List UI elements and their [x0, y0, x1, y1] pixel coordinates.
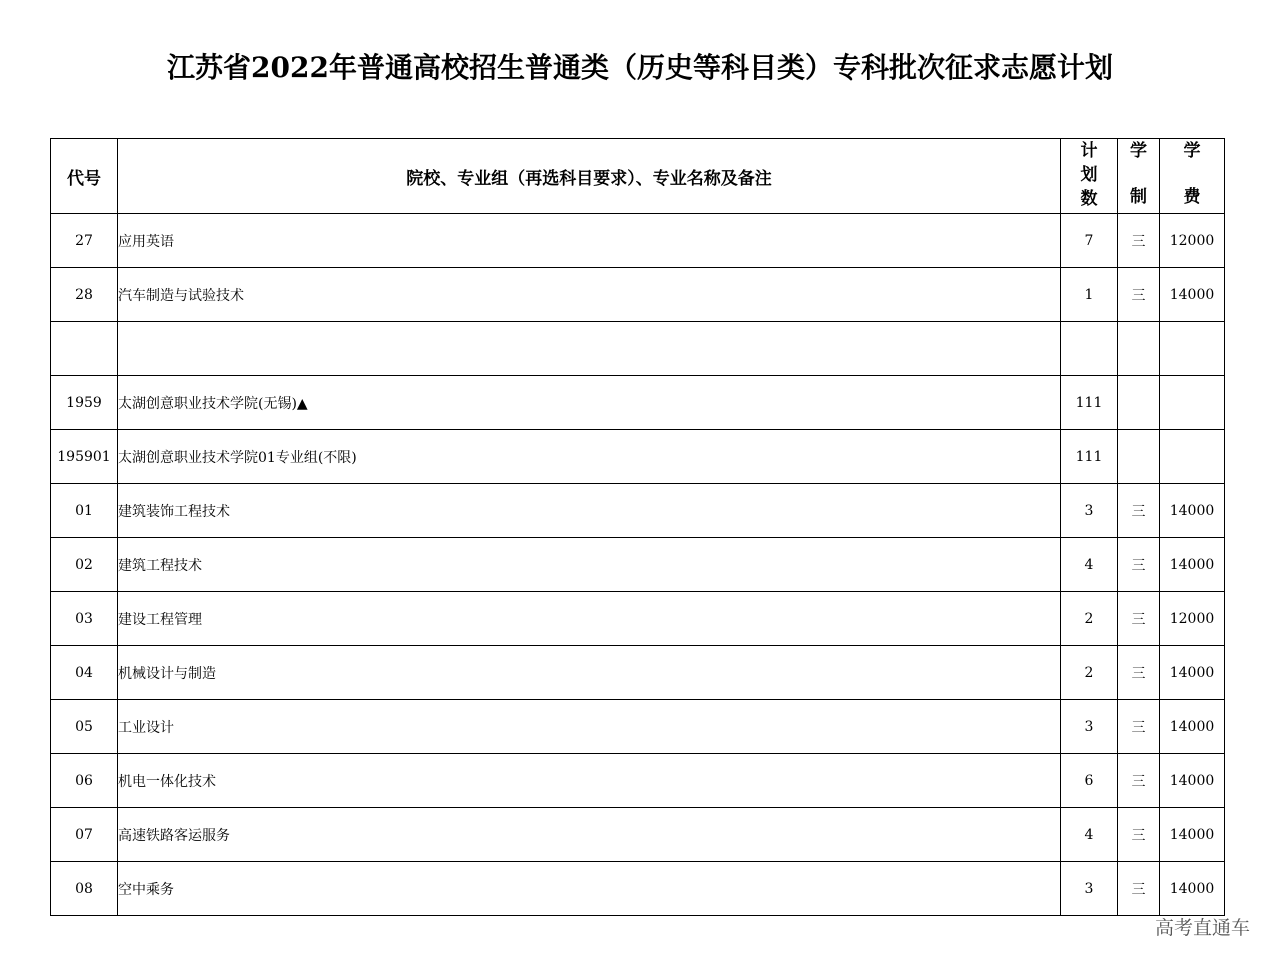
header-duration-char: 学 — [1130, 141, 1147, 161]
cell-plan: 4 — [1061, 538, 1118, 592]
cell-name: 建筑工程技术 — [118, 538, 1061, 592]
cell-code: 01 — [51, 484, 118, 538]
cell-name: 太湖创意职业技术学院(无锡)▲ — [118, 376, 1061, 430]
cell-duration — [1118, 322, 1160, 376]
table-row — [51, 862, 1225, 916]
cell-fee: 12000 — [1160, 214, 1225, 268]
cell-code: 03 — [51, 592, 118, 646]
cell-code: 04 — [51, 646, 118, 700]
cell-plan: 7 — [1061, 214, 1118, 268]
cell-code: 195901 — [51, 430, 118, 484]
cell-plan: 6 — [1061, 754, 1118, 808]
header-fee-char: 学 — [1183, 141, 1201, 161]
cell-duration: 三 — [1118, 484, 1160, 538]
cell-fee: 12000 — [1160, 592, 1225, 646]
header-fee-char: 费 — [1183, 187, 1201, 207]
cell-duration — [1118, 430, 1160, 484]
cell-code: 1959 — [51, 376, 118, 430]
cell-duration: 三 — [1118, 808, 1160, 862]
cell-duration: 三 — [1118, 592, 1160, 646]
table-row — [51, 808, 1225, 862]
cell-plan: 1 — [1061, 268, 1118, 322]
cell-fee — [1160, 322, 1225, 376]
header-duration — [1118, 139, 1160, 214]
cell-code: 27 — [51, 214, 118, 268]
cell-duration: 三 — [1118, 646, 1160, 700]
cell-name: 太湖创意职业技术学院01专业组(不限) — [118, 430, 1061, 484]
cell-fee: 14000 — [1160, 268, 1225, 322]
cell-code: 28 — [51, 268, 118, 322]
header-plan — [1061, 139, 1118, 214]
cell-fee: 14000 — [1160, 862, 1225, 916]
watermark: 高考直通车 — [1154, 917, 1250, 939]
cell-plan: 2 — [1061, 592, 1118, 646]
cell-duration — [1118, 376, 1160, 430]
table-row — [51, 214, 1225, 268]
cell-fee — [1160, 376, 1225, 430]
cell-duration: 三 — [1118, 538, 1160, 592]
table-row — [51, 592, 1225, 646]
cell-duration: 三 — [1118, 700, 1160, 754]
header-fee — [1160, 139, 1225, 214]
header-duration-char: 制 — [1130, 187, 1147, 207]
cell-fee: 14000 — [1160, 808, 1225, 862]
cell-name: 建筑装饰工程技术 — [118, 484, 1061, 538]
table-row — [51, 754, 1225, 808]
header-plan-char: 计 — [1080, 141, 1098, 161]
cell-fee — [1160, 430, 1225, 484]
table-row — [51, 430, 1225, 484]
cell-fee: 14000 — [1160, 700, 1225, 754]
cell-duration: 三 — [1118, 268, 1160, 322]
table-row — [51, 322, 1225, 376]
cell-fee: 14000 — [1160, 646, 1225, 700]
table-row — [51, 538, 1225, 592]
cell-duration: 三 — [1118, 862, 1160, 916]
cell-name: 工业设计 — [118, 700, 1061, 754]
cell-plan: 2 — [1061, 646, 1118, 700]
cell-code: 06 — [51, 754, 118, 808]
cell-fee: 14000 — [1160, 538, 1225, 592]
cell-name: 建设工程管理 — [118, 592, 1061, 646]
table-row — [51, 376, 1225, 430]
cell-code: 02 — [51, 538, 118, 592]
table-row — [51, 646, 1225, 700]
header-plan-char: 数 — [1080, 189, 1098, 209]
cell-code — [51, 322, 118, 376]
cell-plan: 4 — [1061, 808, 1118, 862]
cell-name: 机电一体化技术 — [118, 754, 1061, 808]
table-row — [51, 700, 1225, 754]
cell-code: 08 — [51, 862, 118, 916]
cell-name: 高速铁路客运服务 — [118, 808, 1061, 862]
cell-name: 汽车制造与试验技术 — [118, 268, 1061, 322]
cell-name: 应用英语 — [118, 214, 1061, 268]
cell-plan: 3 — [1061, 700, 1118, 754]
page-title: 江苏省2022年普通高校招生普通类（历史等科目类）专科批次征求志愿计划 — [167, 51, 1113, 84]
cell-name: 机械设计与制造 — [118, 646, 1061, 700]
cell-fee: 14000 — [1160, 754, 1225, 808]
enrollment-plan-table — [50, 138, 1225, 916]
header-name: 院校、专业组（再选科目要求）、专业名称及备注 — [118, 139, 1061, 214]
cell-plan: 111 — [1061, 430, 1118, 484]
header-plan-char: 划 — [1080, 165, 1098, 185]
cell-plan: 3 — [1061, 862, 1118, 916]
cell-code: 07 — [51, 808, 118, 862]
cell-plan: 111 — [1061, 376, 1118, 430]
cell-code: 05 — [51, 700, 118, 754]
cell-name — [118, 322, 1061, 376]
table-row — [51, 484, 1225, 538]
table-row — [51, 268, 1225, 322]
cell-plan: 3 — [1061, 484, 1118, 538]
cell-name: 空中乘务 — [118, 862, 1061, 916]
table-body — [51, 214, 1225, 916]
header-code: 代号 — [51, 139, 118, 214]
cell-duration: 三 — [1118, 214, 1160, 268]
cell-duration: 三 — [1118, 754, 1160, 808]
table-header-row — [51, 139, 1225, 214]
cell-plan — [1061, 322, 1118, 376]
cell-fee: 14000 — [1160, 484, 1225, 538]
